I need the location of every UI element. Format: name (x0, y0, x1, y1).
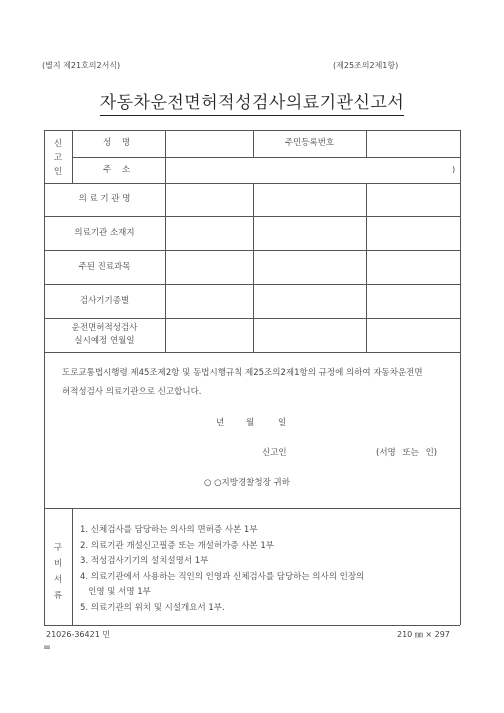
documents-label-char: 류 (53, 591, 63, 601)
list-item: 인영 및 서명 1부 (80, 587, 151, 597)
form-reference: (별지 제21호의2서식) (42, 61, 121, 70)
address-suffix: ) (452, 165, 456, 174)
list-item: 4. 의료기관에서 사용하는 직인의 인영과 신체검사를 담당하는 의사의 인장의 (80, 571, 365, 582)
documents-label-char: 서 (53, 575, 63, 585)
list-item: 1. 신체검사를 담당하는 의사의 면허증 사본 1부 (80, 525, 258, 535)
date-month: 월 (246, 418, 255, 428)
date-day: 일 (278, 418, 287, 428)
name-field[interactable] (165, 130, 253, 157)
list-item: 3. 적성검사기기의 설치설명서 1부 (80, 556, 209, 566)
documents-list (80, 523, 458, 616)
page-title: 자동차운전면허적성검사의료기관신고서 (0, 88, 504, 113)
resident-number-field[interactable] (366, 130, 460, 157)
equipment-types-label: 검사기기종별 (79, 295, 130, 306)
planned-date-label: 운전면허적성검사 실시예정 연월일 (71, 323, 138, 346)
documents-label-char: 구 (53, 543, 63, 553)
applicant-label-char: 인 (53, 167, 63, 177)
declarant-label: 신고인 (262, 448, 287, 458)
documents-label-char: 비 (53, 559, 63, 569)
equipment-types-field[interactable] (165, 284, 460, 318)
paper-size: 210 ㎜ × 297 (397, 630, 450, 639)
applicant-label-char: 고 (53, 153, 63, 163)
address-label: 주 소 (102, 164, 135, 175)
institution-name-field[interactable] (165, 183, 460, 216)
planned-date-field[interactable] (165, 318, 460, 352)
list-item: 2. 의료기관 개설신고필증 또는 개설허가증 사본 1부 (80, 540, 274, 551)
main-department-field[interactable] (165, 250, 460, 284)
declaration-text: 도로교통법시행령 제45조제2항 및 동법시행규칙 제25조의2제1항의 규정에 의하여 자동차운전면 허적성검사 의료기관으로 신고합니다. (62, 368, 423, 397)
resident-number-label: 주민등록번호 (284, 138, 335, 149)
address-field[interactable] (165, 157, 460, 183)
article-reference: (제25조의2제1항) (333, 61, 399, 70)
paper-size-unit: ㎜ (44, 644, 51, 651)
institution-address-label: 의료기관 소재지 (74, 227, 135, 238)
addressee: ○ ○지방경찰청장 귀하 (204, 478, 290, 488)
date-year: 년 (216, 418, 225, 428)
form-code: 21026-36421 민 (46, 630, 111, 639)
institution-name-label: 의 료 기 관 명 (78, 194, 131, 205)
signature-label: (서명 또는 인) (376, 448, 438, 458)
main-department-label: 주된 진료과목 (78, 261, 131, 272)
applicant-label-char: 신 (53, 139, 63, 149)
institution-address-field[interactable] (165, 216, 460, 250)
name-label: 성 명 (102, 138, 135, 149)
list-item: 5. 의료기관의 위치 및 시설개요서 1부. (80, 602, 225, 613)
